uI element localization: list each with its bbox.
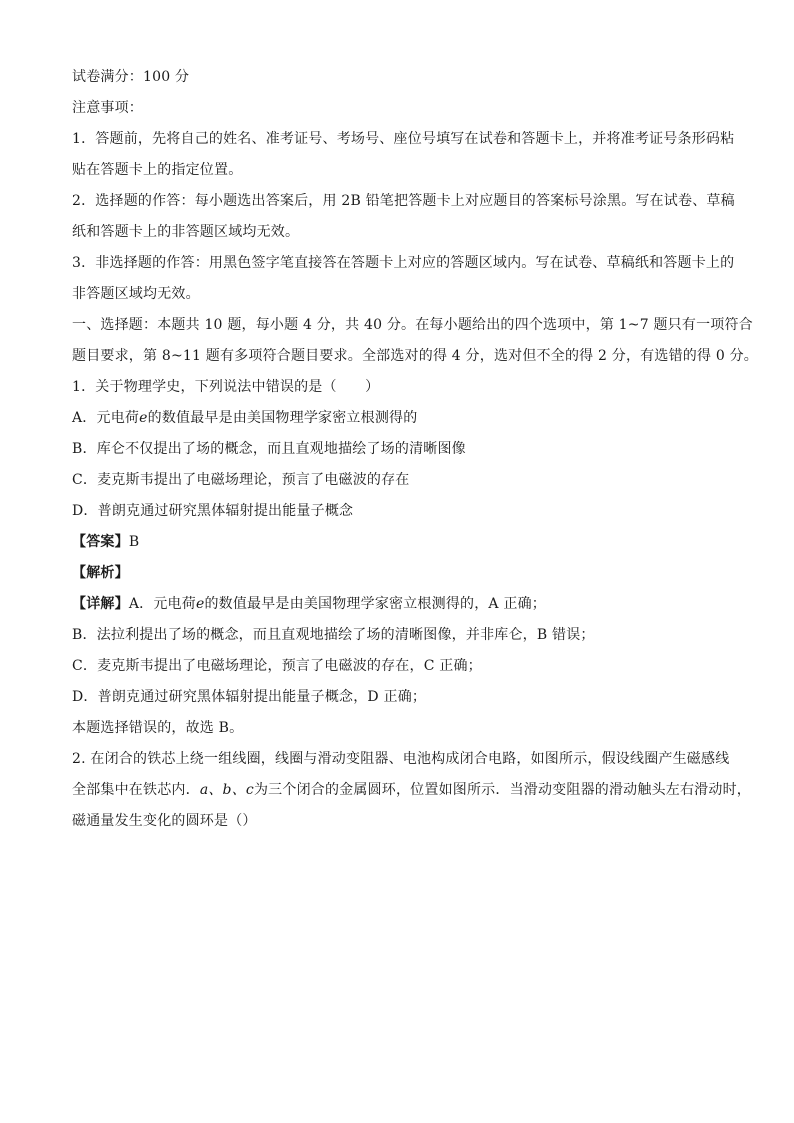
question-stem-line: 磁通量发生变化的圆环是（） (72, 813, 257, 829)
charge-variable: e (195, 596, 205, 612)
notice-line: 1．答题前，先将自己的姓名、准考证号、考场号、座位号填写在试卷和答题卡上，并将准考证号条形码粘 (72, 131, 735, 147)
section-line: 一、选择题：本题共 10 题，每小题 4 分，共 40 分。在每小题给出的四个选项中，第 1~7 题只有一项符合 (72, 317, 753, 333)
detail-a (72, 589, 724, 620)
question-stem-line: 2. 在闭合的铁芯上绕一组线圈，线圈与滑动变阻器、电池构成闭合电路，如图所示，假设线圈产生磁感线 (72, 751, 730, 767)
question-2 (72, 744, 751, 837)
notice-line: 纸和答题卡上的非答题区域均无效。 (72, 224, 300, 240)
option-c: C．麦克斯韦提出了电磁场理论，预言了电磁波的存在 (72, 472, 410, 488)
notice-line: 3．非选择题的作答：用黑色签字笔直接答在答题卡上对应的答题区域内。写在试卷、草稿纸和答题卡上的 (72, 255, 735, 271)
stem-post: 为三个闭合的金属圆环，位置如图所示．当滑动变阻器的滑动触头左右滑动时， (253, 782, 751, 798)
detail-a-post: 的数值最早是由美国物理学家密立根测得的，A 正确； (204, 596, 546, 612)
charge-variable: e (139, 410, 148, 426)
notice-line: 贴在答题卡上的指定位置。 (72, 162, 243, 178)
option-d: D．普朗克通过研究黑体辐射提出能量子概念 (72, 503, 354, 519)
section-line: 题目要求，第 8~11 题有多项符合题目要求。全部选对的得 4 分，选对但不全的得 2 分，有选错的得 0 分。 (72, 348, 758, 364)
option-a-pre: A．元电荷 (72, 410, 140, 426)
notice-title: 注意事项： (72, 100, 143, 116)
notice-line: 非答题区域均无效。 (72, 286, 200, 302)
question-stem: 1．关于物理学史，下列说法中错误的是（ ） (72, 379, 380, 395)
notice-item-3 (72, 248, 735, 310)
analysis-line (72, 558, 724, 589)
analysis-tag: 【解析】 (72, 565, 129, 581)
option-a (72, 403, 724, 434)
detail-a-pre: A．元电荷 (128, 596, 196, 612)
answer-tag: 【答案】 (72, 534, 129, 550)
stem-pre: 全部集中在铁芯内． (72, 782, 200, 798)
section-heading (72, 310, 758, 372)
answer-value: B (128, 534, 140, 550)
option-a-post: 的数值最早是由美国物理学家密立根测得的 (147, 410, 418, 426)
exam-page (72, 62, 758, 837)
detail-tag: 【详解】 (72, 596, 129, 612)
option-b: B．库仑不仅提出了场的概念，而且直观地描绘了场的清晰图像 (72, 441, 466, 457)
detail-d: D．普朗克通过研究黑体辐射提出能量子概念，D 正确； (72, 689, 427, 705)
notice-item-2 (72, 186, 735, 248)
question-1 (72, 372, 724, 744)
notice-line: 2．选择题的作答：每小题选出答案后，用 2B 铅笔把答题卡上对应题目的答案标号涂黑。写在试卷、草稿 (72, 193, 735, 209)
answer-line (72, 527, 724, 558)
conclusion: 本题选择错误的，故选 B。 (72, 720, 244, 736)
question-stem-line (72, 775, 751, 806)
ring-variables: a、b、c (199, 782, 254, 798)
detail-c: C．麦克斯韦提出了电磁场理论，预言了电磁波的存在，C 正确； (72, 658, 482, 674)
detail-b: B．法拉利提出了场的概念，而且直观地描绘了场的清晰图像，并非库仑，B 错误； (72, 627, 595, 643)
full-score: 试卷满分：100 分 (72, 69, 190, 85)
notice-item-1 (72, 124, 735, 186)
